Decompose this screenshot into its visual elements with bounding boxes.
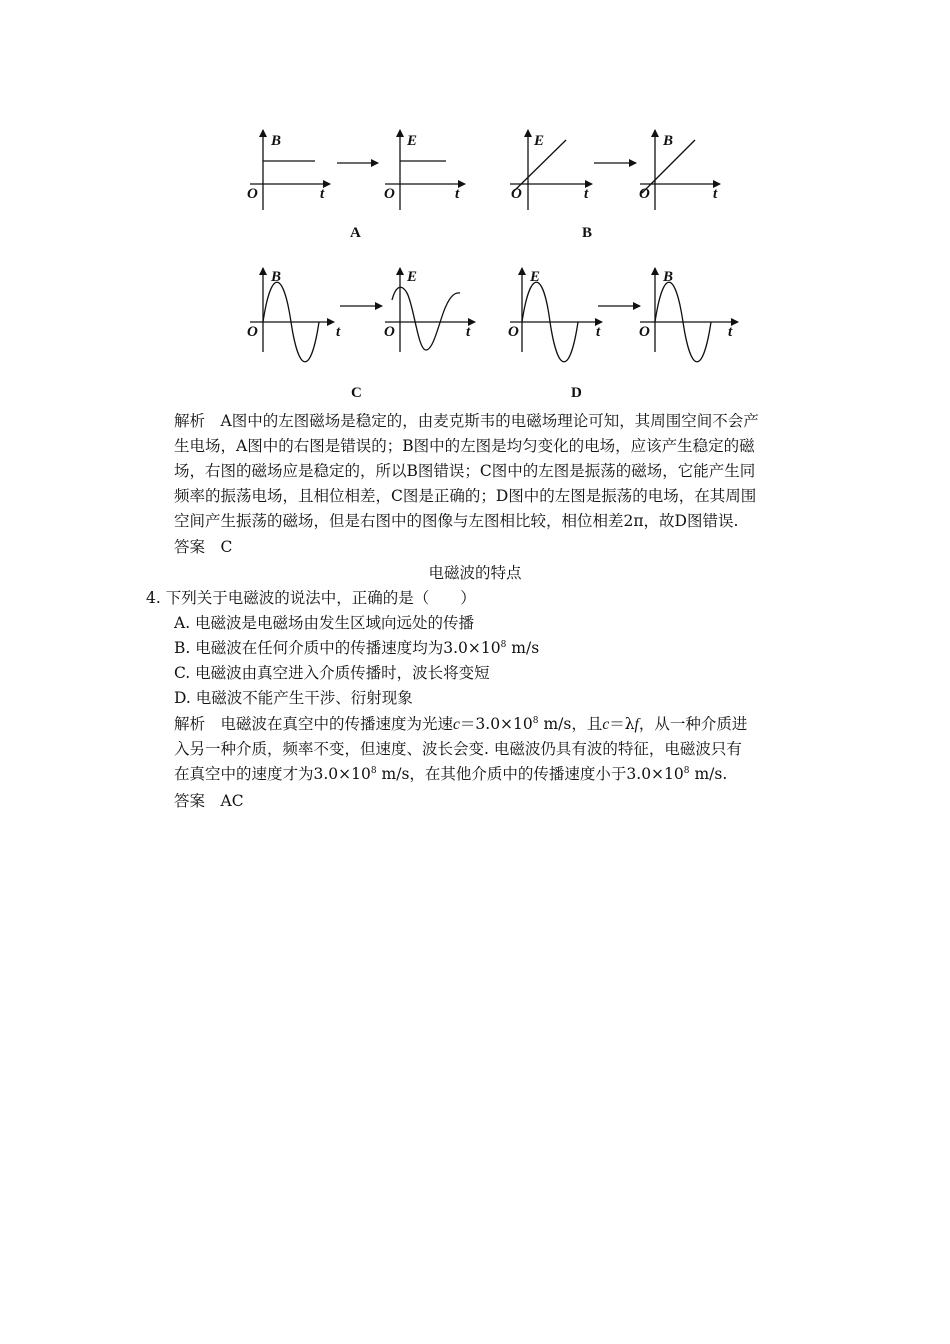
axis-label-D-left: E (530, 269, 541, 285)
q4-option-b-text: B. 电磁波在任何介质中的传播速度均为3.0×10 (174, 639, 501, 657)
graph-B-left (510, 130, 592, 210)
q4-option-a: A. 电磁波是电磁场由发生区域向远处的传播 (174, 614, 475, 632)
text: m/s，且 (538, 715, 603, 733)
caption-A: A (350, 225, 361, 241)
axis-label-B-right: B (663, 133, 674, 149)
q4-option-b (174, 636, 824, 661)
graph-C-left (250, 268, 334, 362)
q4-stem: 4. 下列关于电磁波的说法中，正确的是（ ） (146, 589, 476, 607)
text: ＝3.0×10 (459, 715, 533, 733)
q4-analysis-line-3 (174, 762, 824, 787)
time-label: t (728, 324, 733, 340)
unit: m/s (506, 639, 540, 657)
caption-B: B (582, 225, 593, 241)
q3-analysis-line-4: 频率的振荡电场，且相位相差，C图是正确的；D图中的左图是振荡的电场，在其周围 (174, 487, 757, 505)
q3-analysis-line-1: 解析 A图中的左图磁场是稳定的，由麦克斯韦的电磁场理论可知，其周围空间不会产 (174, 412, 759, 430)
time-label: t (466, 324, 471, 340)
axis-label-A-right: E (407, 133, 418, 149)
text: ，从一种介质进 (638, 715, 748, 733)
time-label: t (320, 186, 325, 202)
text: m/s. (689, 765, 728, 783)
text: 在真空中的速度才为3.0×10 (174, 765, 371, 783)
axis-label-C-right: E (407, 269, 418, 285)
q4-option-d: D. 电磁波不能产生干涉、衍射现象 (174, 689, 413, 707)
time-label: t (336, 324, 341, 340)
axis-label-D-right: B (663, 269, 674, 285)
text: 解析 电磁波在真空中的传播速度为光速 (174, 715, 454, 733)
graph-A-right (385, 130, 465, 210)
symbol-c: c (453, 716, 460, 733)
origin-label: O (247, 324, 258, 340)
q4-analysis-line-1 (174, 712, 824, 737)
text: m/s，在其他介质中的传播速度小于3.0×10 (376, 765, 684, 783)
exponent: 8 (370, 766, 377, 776)
exponent: 8 (500, 640, 507, 650)
time-label: t (713, 186, 718, 202)
time-label: t (584, 186, 589, 202)
origin-label: O (384, 324, 395, 340)
q3-analysis-line-5: 空间产生振荡的磁场，但是右图中的图像与左图相比较，相位相差2π，故D图错误. (174, 512, 739, 530)
q3-analysis-line-3: 场，右图的磁场应是稳定的，所以B图错误；C图中的左图是振荡的磁场，它能产生同 (174, 462, 756, 480)
origin-label: O (639, 324, 650, 340)
q3-answer: 答案 C (174, 538, 233, 556)
graph-C-right (385, 268, 475, 352)
origin-label: O (384, 186, 395, 202)
origin-label: O (247, 186, 258, 202)
graph-A-left (250, 130, 330, 210)
caption-C: C (351, 385, 362, 401)
symbol-f: f (634, 716, 639, 733)
time-label: t (455, 186, 460, 202)
graph-B-right (640, 130, 720, 210)
axis-label-A-left: B (271, 133, 282, 149)
origin-label: O (639, 186, 650, 202)
origin-label: O (511, 186, 522, 202)
origin-label: O (508, 324, 519, 340)
q3-analysis-line-2: 生电场，A图中的右图是错误的；B图中的左图是均匀变化的电场，应该产生稳定的磁 (174, 437, 755, 455)
graph-D-right (640, 268, 738, 362)
axis-label-C-left: B (271, 269, 282, 285)
exponent: 8 (683, 766, 690, 776)
field-graphs-figure (0, 0, 950, 410)
caption-D: D (571, 385, 582, 401)
time-label: t (596, 324, 601, 340)
axis-label-B-left: E (534, 133, 545, 149)
q4-answer: 答案 AC (174, 792, 244, 810)
symbol-c: c (602, 716, 610, 733)
graph-D-left (510, 268, 602, 362)
q4-analysis-line-2: 入另一种介质，频率不变，但速度、波长会变. 电磁波仍具有波的特征，电磁波只有 (174, 740, 742, 758)
q4-option-c: C. 电磁波由真空进入介质传播时，波长将变短 (174, 664, 490, 682)
text: ＝λ (609, 715, 635, 733)
section-title: 电磁波的特点 (428, 564, 522, 582)
exponent: 8 (532, 716, 539, 726)
